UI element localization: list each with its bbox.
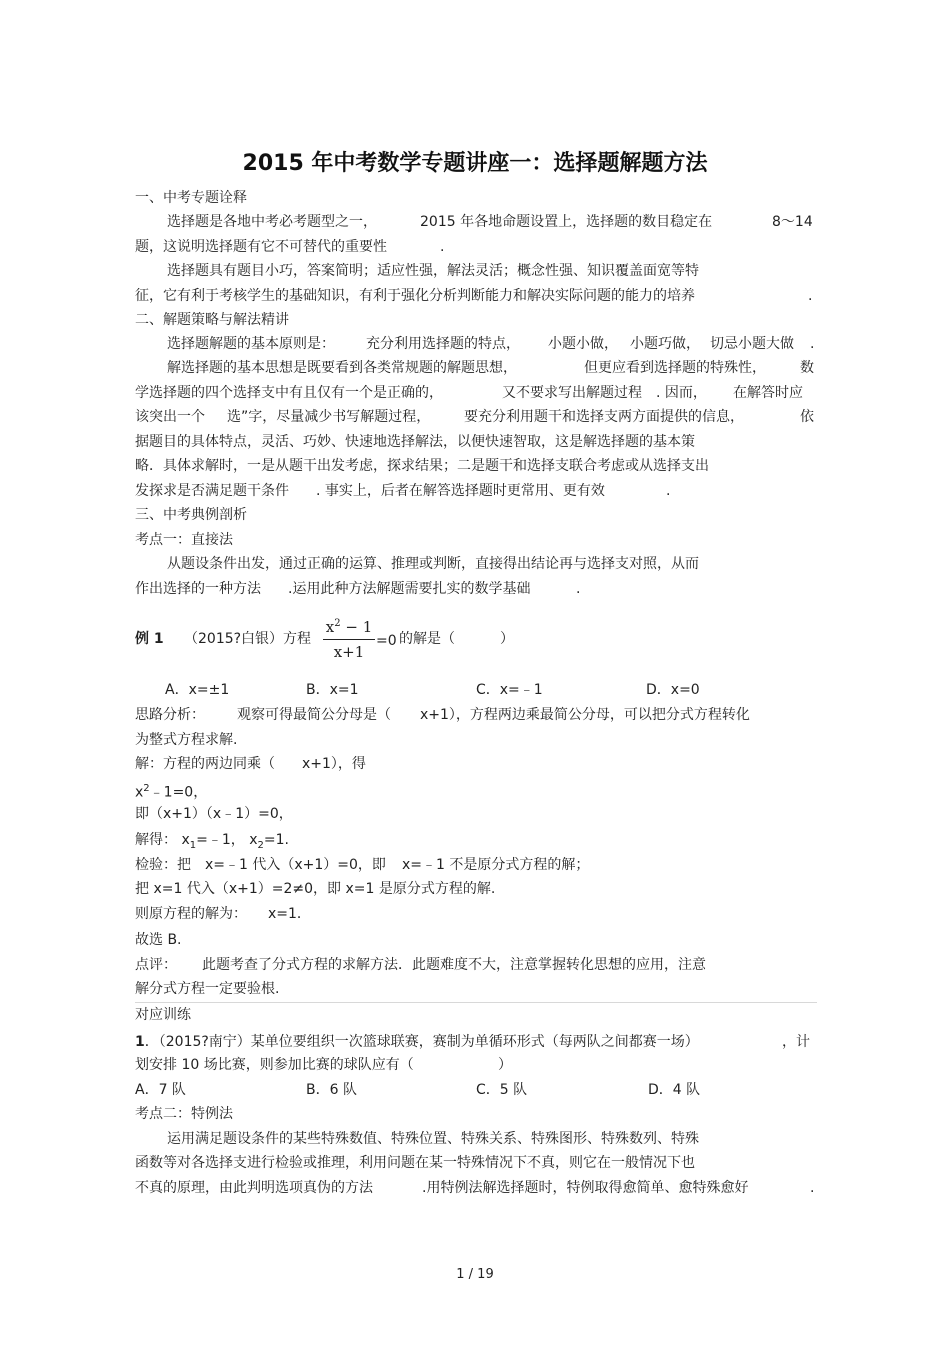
k2-line: 函数等对各选择支进行检验或推理，利用问题在某一特殊情况下不真，则它在一般情况下也 — [135, 1155, 695, 1171]
s2-line: 学选择题的四个选择支中有且仅有一个是正确的， — [135, 385, 443, 401]
solution-line: $x^2﹣1=0$， — [135, 783, 208, 801]
s2-line: 要充分利用题干和选择支两方面提供的信息， — [464, 409, 744, 425]
question-1: ） — [498, 1057, 512, 1073]
example-1-tail: 的解是（ — [399, 631, 455, 647]
question-1: 1．（2015?南宁）某单位要组织一次篮球联赛，赛制为单循环形式（每两队之间都赛一场） — [135, 1034, 699, 1050]
section-divider — [135, 1002, 817, 1003]
s2-line: 小题小做， — [548, 336, 618, 352]
topic-1-heading: 考点一：直接法 — [135, 532, 233, 548]
example-1-label: 例 1 — [135, 631, 164, 647]
option-a: A．7 队 — [135, 1082, 186, 1098]
check-line: 把 x=1 代入（x+1）=2≠0，即 x=1 是原分式方程的解. — [135, 881, 496, 897]
s1-line: 2015 年各地命题设置上，选择题的数目稳定在 — [420, 214, 713, 230]
check-line: x=﹣1 不是原分式方程的解； — [402, 857, 590, 873]
fraction-bar — [323, 639, 375, 640]
analysis-text: 为整式方程求解. — [135, 732, 238, 748]
option-b: B．x=1 — [306, 682, 359, 698]
result-line: 则原方程的解为： — [135, 906, 247, 922]
s3-line: .运用此种方法解题需要扎实的数学基础 — [288, 581, 531, 597]
section-1-heading: 一、中考专题诠释 — [135, 190, 247, 206]
section-2-heading: 二、解题策略与解法精讲 — [135, 312, 289, 328]
result-line: 故选 B. — [135, 932, 182, 948]
s3-line: . — [576, 581, 581, 597]
k2-line: 运用满足题设条件的某些特殊数值、特殊位置、特殊关系、特殊图形、特殊数列、特殊 — [167, 1131, 699, 1147]
s2-line: . 事实上，后者在解答选择题时更常用、更有效 — [316, 483, 605, 499]
solution-line: 解得： $x_1=﹣1$， $x_2=1$. — [135, 832, 289, 851]
option-c: C．x=﹣1 — [476, 682, 543, 698]
s2-line: . — [666, 483, 671, 499]
s2-line: 略．具体求解时，一是从题干出发考虑，探求结果；二是题干和选择支联合考虑或从选择支出 — [135, 458, 709, 474]
s2-line: 该突出一个 — [135, 409, 205, 425]
s2-line: 选择题解题的基本原则是： — [167, 336, 335, 352]
k2-line: 不真的原理，由此判明选项真伪的方法 — [135, 1180, 373, 1196]
analysis-text: x+1），方程两边乘最简公分母，可以把分式方程转化 — [420, 707, 750, 723]
question-1: ，计 — [782, 1034, 810, 1050]
s3-line: 从题设条件出发，通过正确的运算、推理或判断，直接得出结论再与选择支对照，从而 — [167, 556, 699, 572]
s1-line: 题，这说明选择题有它不可替代的重要性 — [135, 239, 387, 255]
s2-line: 在解答时应 — [733, 385, 803, 401]
s1-line: 选择题具有题目小巧，答案简明；适应性强，解法灵活；概念性强、知识覆盖面宽等特 — [167, 263, 699, 279]
option-d: D．x=0 — [646, 682, 700, 698]
s2-line: . 因而， — [656, 385, 707, 401]
s2-line: 解选择题的基本思想是既要看到各类常规题的解题思想， — [167, 360, 517, 376]
s1-line: . — [440, 239, 445, 255]
comment-text: 此题考查了分式方程的求解方法．此题难度不大，注意掌握转化思想的应用，注意 — [202, 957, 706, 973]
analysis-label: 思路分析： — [135, 707, 205, 723]
s2-line: 选”字，尽量减少书写解题过程， — [227, 409, 431, 425]
equation-fraction — [323, 614, 375, 662]
option-c: C．5 队 — [476, 1082, 528, 1098]
option-b: B．6 队 — [306, 1082, 357, 1098]
s3-line: 作出选择的一种方法 — [135, 581, 261, 597]
result-line: x=1． — [268, 906, 311, 922]
s2-line: 据题目的具体特点，灵活、巧妙、快速地选择解法，以便快速智取，这是解选择题的基本策 — [135, 434, 695, 450]
topic-2-heading: 考点二：特例法 — [135, 1106, 233, 1122]
k2-line: .用特例法解选择题时，特例取得愈简单、愈特殊愈好 — [422, 1180, 749, 1196]
s2-line: 充分利用选择题的特点， — [366, 336, 520, 352]
s2-line: 依 — [800, 409, 814, 425]
page-number: 1 / 19 — [456, 1267, 494, 1282]
s2-line: . — [810, 336, 815, 352]
s2-line: 又不要求写出解题过程 — [502, 385, 642, 401]
solution-line: 即（x+1）（x﹣1）=0， — [135, 806, 293, 822]
fraction-numerator: $x^2 - 1$ — [325, 618, 373, 636]
section-3-heading: 三、中考典例剖析 — [135, 507, 247, 523]
training-heading: 对应训练 — [135, 1007, 191, 1023]
s1-line: 征，它有利于考核学生的基础知识，有利于强化分析判断能力和解决实际问题的能力的培养 — [135, 288, 695, 304]
solution-line: x+1），得 — [302, 756, 366, 772]
option-d: D．4 队 — [648, 1082, 701, 1098]
s1-line: 8～14 — [772, 214, 813, 230]
analysis-text: 观察可得最简公分母是（ — [237, 707, 391, 723]
s2-line: 切忌小题大做 — [710, 336, 794, 352]
s2-line: 数 — [800, 360, 814, 376]
s1-line: . — [808, 288, 813, 304]
s1-line: 选择题是各地中考必考题型之一， — [167, 214, 377, 230]
comment-text: 解分式方程一定要验根. — [135, 981, 280, 997]
example-1-close: ） — [500, 631, 514, 647]
s2-line: 小题巧做， — [630, 336, 700, 352]
s2-line: 发探求是否满足题干条件 — [135, 483, 289, 499]
page-title: 2015 年中考数学专题讲座一：选择题解题方法 — [242, 151, 708, 176]
comment-label: 点评： — [135, 957, 177, 973]
check-line: 检验：把 — [135, 857, 191, 873]
equation-equals: =0 — [376, 633, 397, 649]
example-1-source: （2015?白银）方程 — [184, 631, 312, 647]
check-line: x=﹣1 代入（x+1）=0，即 — [205, 857, 386, 873]
k2-line: . — [810, 1180, 815, 1196]
solution-line: 解：方程的两边同乘（ — [135, 756, 275, 772]
s2-line: 但更应看到选择题的特殊性， — [584, 360, 766, 376]
question-1: 划安排 10 场比赛，则参加比赛的球队应有（ — [135, 1057, 414, 1073]
option-a: A．x=±1 — [165, 682, 230, 698]
fraction-denominator: x+1 — [333, 643, 365, 661]
